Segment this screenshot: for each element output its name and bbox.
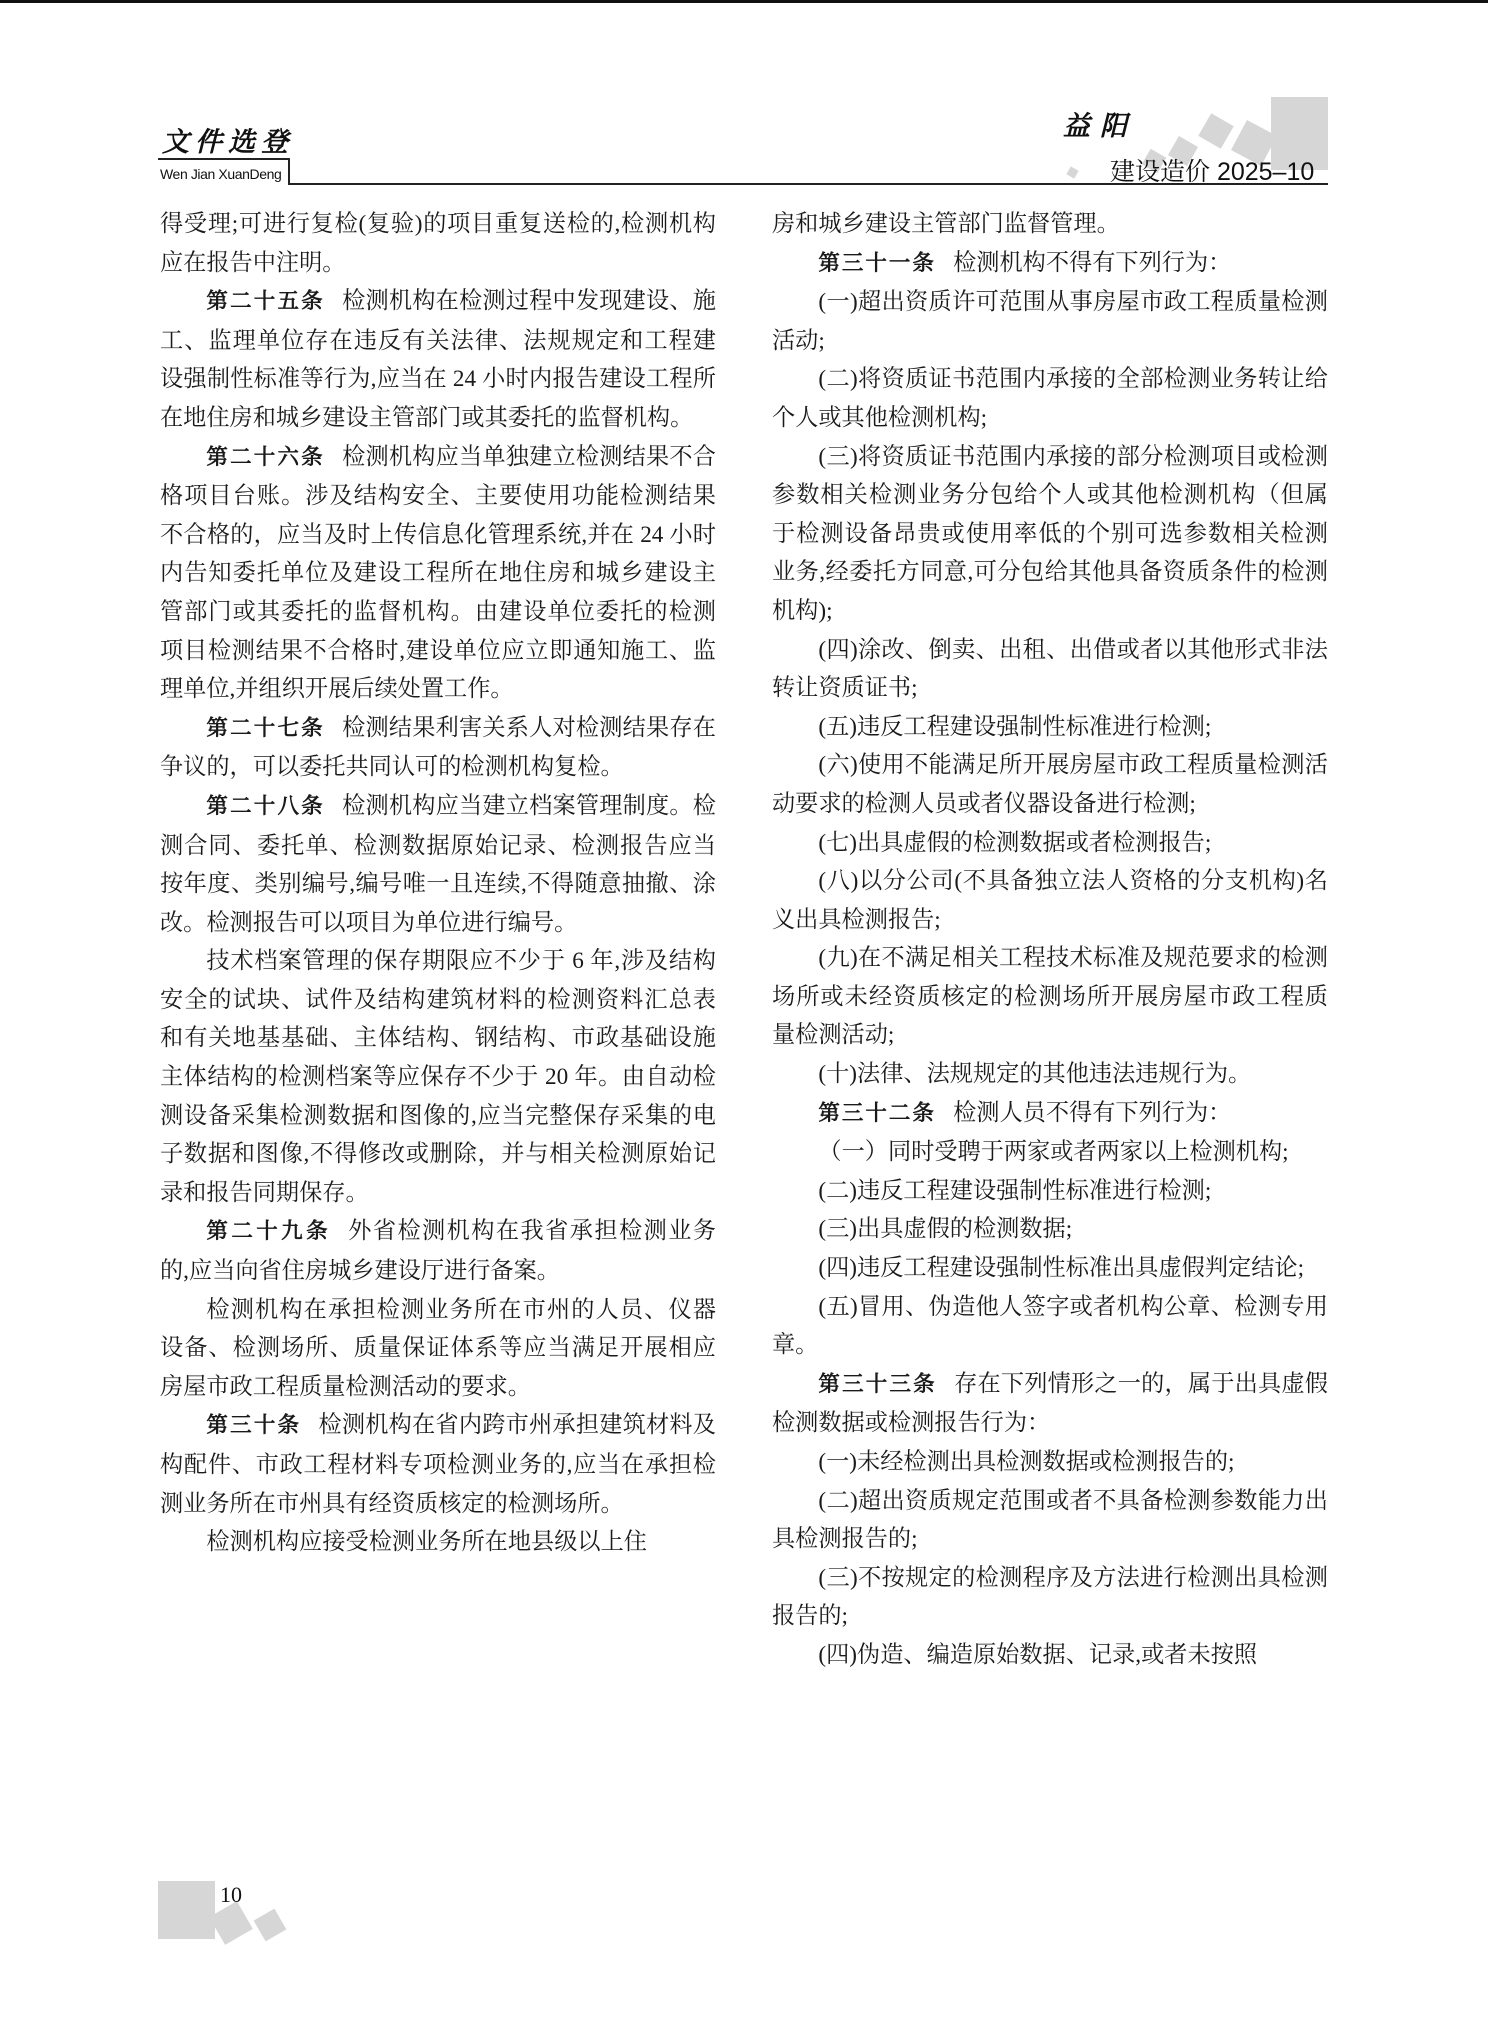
article-paragraph [772, 1094, 1328, 1134]
paragraph-text: 存在下列情形之一的，属于出具虚假检测数据或检测报告行为： [772, 1370, 1328, 1437]
article-paragraph [160, 282, 716, 437]
magazine-issue: 建设造价 2025–10 [1110, 158, 1315, 186]
paragraph [772, 1172, 1328, 1211]
paragraph [772, 1482, 1328, 1559]
article-number: 第三十条 [206, 1413, 302, 1439]
city-logo-text: 益阳 [1063, 111, 1137, 142]
footer-decor-square [158, 1881, 215, 1939]
paragraph [772, 631, 1328, 708]
paragraph [772, 1055, 1328, 1094]
paragraph [772, 1559, 1328, 1636]
article-number: 第三十一条 [818, 250, 936, 276]
paragraph-text: 检测机构应当单独建立检测结果不合格项目台账。涉及结构安全、主要使用功能检测结果不合格的，应当及时上传信息化管理系统,并在 24 小时内告知委托单位及建设工程所在地住房和城乡建设主管部门或其委托的监督机构。由建设单位委托的检测项目检测结果不合格时,建设单位应立即通知施工、监理单位,并组织开展后续处置工作。 [160, 443, 716, 703]
paragraph [772, 746, 1328, 823]
paragraph-text: 检测机构应接受检测业务所在地县级以上住 [206, 1529, 647, 1556]
paragraph [772, 1210, 1328, 1249]
paragraph-text: 检测机构在省内跨市州承担建筑材料及构配件、市政工程材料专项检测业务的,应当在承担检测业务所在市州具有经资质核定的检测场所。 [160, 1412, 716, 1517]
paragraph [772, 1288, 1328, 1365]
paragraph-text: (三)将资质证书范围内承接的部分检测项目或检测参数相关检测业务分包给个人或其他检测机构（但属于检测设备昂贵或使用率低的个别可选参数相关检测业务,经委托方同意,可分包给其他具备资质条件的检测机构); [772, 443, 1328, 624]
paragraph [160, 1291, 716, 1407]
article-paragraph [160, 709, 716, 787]
article-number: 第二十七条 [206, 715, 325, 741]
top-border-rule [0, 0, 1488, 3]
paragraph-text: 检测结果利害关系人对检测结果存在争议的，可以委托共同认可的检测机构复检。 [160, 714, 716, 781]
paragraph-text: (二)超出资质规定范围或者不具备检测参数能力出具检测报告的; [772, 1487, 1328, 1553]
paragraph-text: 技术档案管理的保存期限应不少于 6 年,涉及结构安全的试块、试件及结构建筑材料的检测资料汇总表和有关地基基础、主体结构、钢结构、市政基础设施主体结构的检测档案等应保存不少于 20 年。由自动检测设备采集检测数据和图像的,应当完整保存采集的电子数据和图像,不得修改或删除，并与相关检测原始记录和报告同期保存。 [160, 948, 716, 1206]
paragraph [160, 205, 716, 282]
article-paragraph [160, 1406, 716, 1523]
right-column [772, 205, 1328, 1675]
section-subtitle: Wen Jian XuanDeng [160, 166, 282, 182]
footer-decor-diamond [254, 1909, 287, 1942]
article-paragraph [772, 244, 1328, 284]
decor-diamond [1198, 113, 1234, 149]
paragraph-text: (四)涂改、倒卖、出租、出借或者以其他形式非法转让资质证书; [772, 636, 1328, 702]
paragraph-text: 检测机构不得有下列行为： [953, 249, 1232, 276]
paragraph-text: 检测机构在检测过程中发现建设、施工、监理单位存在违反有关法律、法规规定和工程建设强制性标准等行为,应当在 24 小时内报告建设工程所在地住房和城乡建设主管部门或其委托的监督机构。 [160, 288, 716, 431]
paragraph-text: (三)出具虚假的检测数据; [818, 1216, 1073, 1243]
paragraph [772, 862, 1328, 939]
paragraph [772, 283, 1328, 360]
paragraph-text: (八)以分公司(不具备独立法人资格的分支机构)名义出具检测报告; [772, 868, 1328, 933]
article-paragraph [160, 787, 716, 942]
article-paragraph [772, 1365, 1328, 1443]
paragraph-text: (十)法律、法规规定的其他违法违规行为。 [818, 1061, 1252, 1088]
article-number: 第二十五条 [206, 289, 325, 315]
paragraph [772, 1133, 1328, 1172]
paragraph-text: 检测机构应当建立档案管理制度。检测合同、委托单、检测数据原始记录、检测报告应当按年度、类别编号,编号唯一且连续,不得随意抽撤、涂改。检测报告可以项目为单位进行编号。 [160, 792, 716, 936]
page-number: 10 [220, 1882, 242, 1907]
paragraph-text: 房和城乡建设主管部门监督管理。 [772, 211, 1120, 237]
article-number: 第三十三条 [818, 1371, 937, 1397]
section-title: 文件选登 [162, 127, 294, 158]
paragraph-text: 检测人员不得有下列行为： [953, 1099, 1232, 1126]
paragraph [772, 824, 1328, 863]
paragraph [772, 1636, 1328, 1675]
paragraph [772, 438, 1328, 631]
paragraph-text: (九)在不满足相关工程技术标准及规范要求的检测场所或未经资质核定的检测场所开展房屋市政工程质量检测活动; [772, 945, 1328, 1049]
paragraph [160, 1523, 716, 1562]
paragraph [772, 205, 1328, 244]
paragraph-text: (三)不按规定的检测程序及方法进行检测出具检测报告的; [772, 1564, 1328, 1630]
paragraph-text: (二)违反工程建设强制性标准进行检测; [818, 1177, 1212, 1204]
paragraph-text: (六)使用不能满足所开展房屋市政工程质量检测活动要求的检测人员或者仪器设备进行检测; [772, 752, 1328, 817]
paragraph [772, 708, 1328, 747]
article-number: 第二十八条 [206, 793, 325, 819]
paragraph-text: (一)超出资质许可范围从事房屋市政工程质量检测活动; [772, 289, 1328, 354]
paragraph-text: (五)冒用、伪造他人签字或者机构公章、检测专用章。 [772, 1293, 1328, 1359]
paragraph-text: 外省检测机构在我省承担检测业务的,应当向省住房城乡建设厅进行备案。 [160, 1218, 716, 1285]
paragraph [772, 360, 1328, 437]
paragraph [772, 1249, 1328, 1288]
paragraph-text: (五)违反工程建设强制性标准进行检测; [818, 713, 1212, 740]
header-rule-short [158, 158, 289, 160]
paragraph-text: (四)违反工程建设强制性标准出具虚假判定结论; [818, 1255, 1305, 1282]
decor-diamond-small [1066, 166, 1078, 178]
paragraph-text: (四)伪造、编造原始数据、记录,或者未按照 [818, 1641, 1258, 1668]
paragraph [772, 939, 1328, 1055]
article-paragraph [160, 438, 716, 709]
paragraph-text: (二)将资质证书范围内承接的全部检测业务转让给个人或其他检测机构; [772, 366, 1328, 431]
paragraph-text: （一）同时受聘于两家或者两家以上检测机构; [818, 1139, 1289, 1166]
paragraph-text: 得受理;可进行复检(复验)的项目重复送检的,检测机构应在报告中注明。 [160, 211, 716, 276]
article-paragraph [160, 1212, 716, 1290]
article-number: 第二十九条 [206, 1219, 332, 1245]
header-rule-step [288, 158, 290, 185]
paragraph [772, 1443, 1328, 1482]
paragraph-text: (一)未经检测出具检测数据或检测报告的; [818, 1449, 1235, 1475]
paragraph [160, 942, 716, 1212]
left-column [160, 205, 716, 1562]
article-number: 第二十六条 [206, 444, 325, 470]
article-number: 第三十二条 [818, 1100, 936, 1126]
paragraph-text: (七)出具虚假的检测数据或者检测报告; [818, 829, 1212, 856]
paragraph-text: 检测机构在承担检测业务所在市州的人员、仪器设备、检测场所、质量保证体系等应当满足开展相应房屋市政工程质量检测活动的要求。 [160, 1296, 716, 1400]
